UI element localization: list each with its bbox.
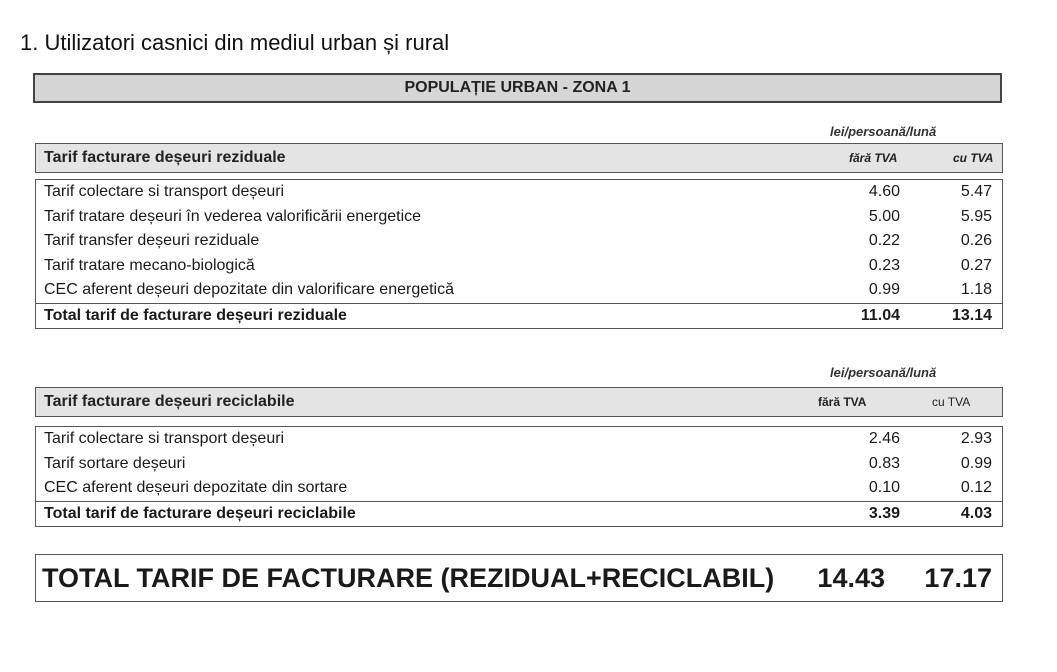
recyclable-unit-label: lei/persoană/lună [830,365,937,380]
grand-total-without-vat: 14.43 [817,562,885,593]
row-label: Tarif sortare deșeuri [44,454,186,472]
total-row [36,501,1002,527]
zone-title: POPULAȚIE URBAN - ZONA 1 [404,79,631,96]
residual-table [35,179,1003,329]
row-value-without-vat: 2.46 [868,430,900,448]
row-value-with-vat: 1.18 [960,281,992,299]
total-value-without-vat: 3.39 [868,504,900,522]
recyclable-title: Tarif facturare deșeuri reciclabile [44,393,295,410]
table-row [36,205,1002,230]
residual-header [35,143,1003,173]
residual-col-without-vat: fără TVA [849,151,898,165]
zone-banner [33,73,1002,103]
table-row [36,180,1002,205]
row-label: Tarif transfer deșeuri reziduale [44,232,260,250]
total-label: Total tarif de facturare deșeuri reciclabile [44,504,356,522]
row-label: Tarif tratare deșeuri în vederea valorificării energetice [44,207,422,225]
total-row [36,303,1002,329]
total-value-with-vat: 13.14 [951,306,992,324]
row-value-without-vat: 5.00 [868,207,900,225]
table-row [36,427,1002,452]
row-label: CEC aferent deșeuri depozitate din sortare [44,479,348,497]
grand-total-label: TOTAL TARIF DE FACTURARE (REZIDUAL+RECICLABIL) [42,562,775,593]
page-title: 1. Utilizatori casnici din mediul urban și rural [20,30,450,55]
row-label: Tarif tratare mecano-biologică [44,256,255,274]
recyclable-col-without-vat: fără TVA [818,395,867,409]
row-label: Tarif colectare si transport deșeuri [44,430,285,448]
row-value-with-vat: 5.47 [960,183,992,201]
total-label: Total tarif de facturare deșeuri reziduale [44,306,347,324]
recyclable-table [35,426,1003,527]
total-value-with-vat: 4.03 [960,504,992,522]
row-value-with-vat: 0.26 [960,232,992,250]
row-label: CEC aferent deșeuri depozitate din valorificare energetică [44,281,455,299]
row-value-without-vat: 0.10 [868,479,900,497]
residual-unit-label: lei/persoană/lună [830,124,937,139]
row-value-without-vat: 0.22 [868,232,900,250]
table-row [36,254,1002,279]
row-value-with-vat: 2.93 [960,430,992,448]
row-value-without-vat: 0.99 [868,281,900,299]
row-label: Tarif colectare si transport deșeuri [44,183,285,201]
total-value-without-vat: 11.04 [860,306,900,324]
row-value-with-vat: 5.95 [960,207,992,225]
table-row [36,452,1002,477]
row-value-without-vat: 4.60 [868,183,900,201]
row-value-without-vat: 0.23 [868,256,900,274]
grand-total-box [35,554,1003,602]
row-value-without-vat: 0.83 [868,454,900,472]
recyclable-header [35,387,1003,417]
residual-col-with-vat: cu TVA [953,151,994,165]
row-value-with-vat: 0.12 [960,479,992,497]
table-row [36,278,1002,303]
row-value-with-vat: 0.27 [960,256,992,274]
residual-title: Tarif facturare deșeuri reziduale [44,149,286,166]
table-row [36,229,1002,254]
table-row [36,476,1002,501]
row-value-with-vat: 0.99 [960,454,992,472]
recyclable-col-with-vat: cu TVA [932,395,971,409]
grand-total-with-vat: 17.17 [924,562,992,593]
